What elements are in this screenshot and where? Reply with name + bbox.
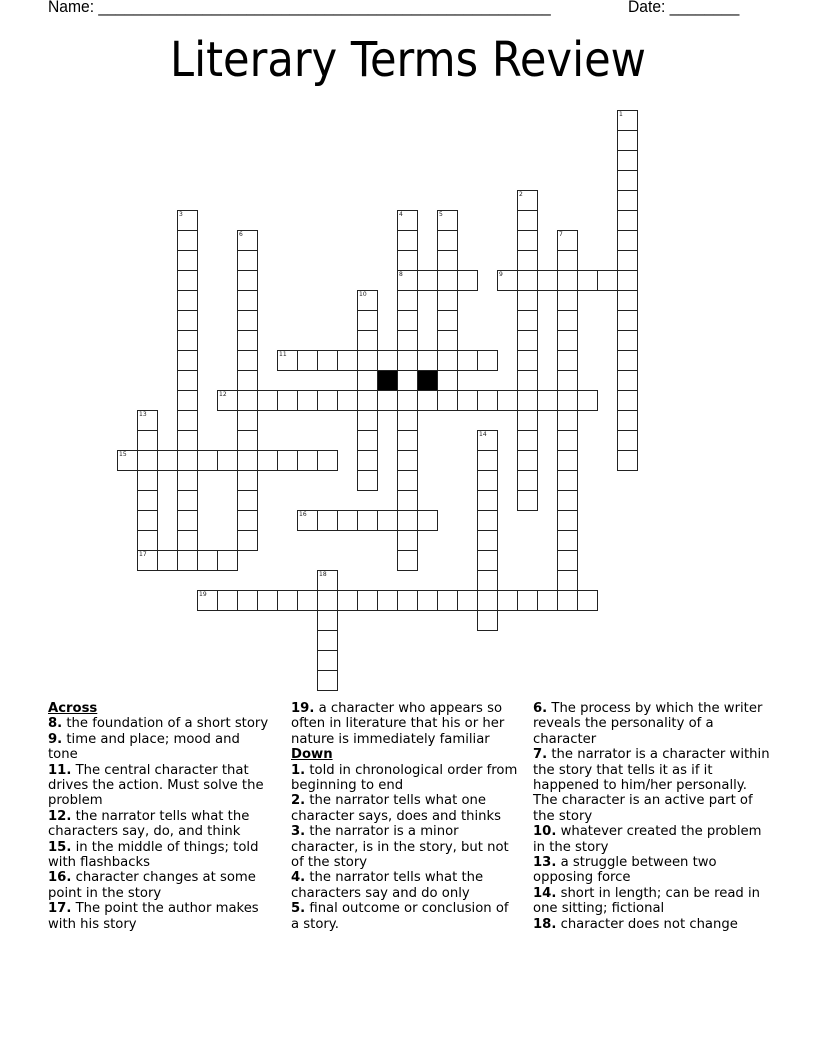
crossword-cell[interactable] bbox=[177, 350, 198, 371]
crossword-cell[interactable] bbox=[257, 390, 278, 411]
crossword-cell[interactable] bbox=[177, 510, 198, 531]
crossword-cell[interactable] bbox=[477, 450, 498, 471]
clue-number: 6. bbox=[533, 701, 548, 716]
clue-across-16 bbox=[48, 870, 273, 901]
crossword-cell[interactable] bbox=[397, 530, 418, 551]
crossword-cell[interactable] bbox=[257, 450, 278, 471]
clue-number: 11. bbox=[48, 762, 72, 778]
crossword-cell[interactable] bbox=[297, 450, 318, 471]
crossword-cell[interactable] bbox=[137, 450, 158, 471]
crossword-cell[interactable] bbox=[317, 610, 338, 631]
clue-number: 17. bbox=[48, 901, 72, 917]
crossword-cell[interactable] bbox=[357, 310, 378, 331]
crossword-cell[interactable] bbox=[517, 310, 538, 331]
crossword-cell[interactable] bbox=[397, 590, 418, 611]
clue-text: time and place; mood and tone bbox=[48, 731, 240, 763]
clue-number: 8. bbox=[48, 716, 63, 732]
clue-number: 1. bbox=[291, 762, 306, 778]
crossword-cell[interactable] bbox=[137, 430, 158, 451]
crossword-cell[interactable] bbox=[177, 470, 198, 491]
clue-text: a struggle between two opposing force bbox=[533, 855, 717, 886]
crossword-cell[interactable] bbox=[177, 410, 198, 431]
crossword-cell[interactable] bbox=[357, 510, 378, 531]
crossword-cell[interactable] bbox=[437, 230, 458, 251]
crossword-cell[interactable] bbox=[177, 290, 198, 311]
crossword-cell[interactable] bbox=[197, 450, 218, 471]
crossword-cell[interactable] bbox=[397, 410, 418, 431]
crossword-cell[interactable] bbox=[237, 430, 258, 451]
crossword-cell[interactable] bbox=[397, 250, 418, 271]
clue-across-11 bbox=[48, 763, 273, 809]
crossword-cell[interactable] bbox=[517, 250, 538, 271]
clue-number: 10. bbox=[533, 824, 557, 840]
crossword-cell[interactable] bbox=[317, 450, 338, 471]
crossword-cell[interactable] bbox=[397, 450, 418, 471]
crossword-cell[interactable] bbox=[357, 410, 378, 431]
clue-across-12 bbox=[48, 809, 273, 840]
crossword-cell[interactable] bbox=[357, 590, 378, 611]
clue-text: the narrator tells what one character says, does and thinks bbox=[291, 793, 502, 824]
crossword-cell[interactable] bbox=[237, 310, 258, 331]
clue-number-label: 19 bbox=[199, 591, 207, 598]
crossword-cell[interactable] bbox=[497, 270, 518, 291]
date-field[interactable]: Date: ________ bbox=[628, 0, 740, 16]
crossword-cell[interactable] bbox=[237, 330, 258, 351]
crossword-cell[interactable] bbox=[537, 270, 558, 291]
crossword-cell[interactable] bbox=[417, 390, 438, 411]
crossword-cell[interactable] bbox=[177, 550, 198, 571]
crossword-cell[interactable] bbox=[617, 150, 638, 171]
clue-text: the narrator is a minor character, is in the story, but not of the story bbox=[291, 824, 509, 871]
crossword-cell[interactable] bbox=[237, 410, 258, 431]
crossword-cell[interactable] bbox=[477, 610, 498, 631]
clue-number-label: 3 bbox=[179, 211, 183, 218]
clue-number: 5. bbox=[291, 901, 306, 917]
black-square bbox=[377, 370, 398, 391]
crossword-cell[interactable] bbox=[137, 470, 158, 491]
crossword-cell[interactable] bbox=[557, 370, 578, 391]
crossword-grid bbox=[117, 110, 657, 710]
crossword-cell[interactable] bbox=[237, 370, 258, 391]
clue-number-label: 13 bbox=[139, 411, 147, 418]
crossword-cell[interactable] bbox=[297, 390, 318, 411]
crossword-cell[interactable] bbox=[557, 530, 578, 551]
crossword-cell[interactable] bbox=[477, 510, 498, 531]
crossword-cell[interactable] bbox=[517, 590, 538, 611]
clue-down-3 bbox=[291, 824, 519, 870]
crossword-cell[interactable] bbox=[117, 450, 138, 471]
crossword-cell[interactable] bbox=[497, 590, 518, 611]
clue-number-label: 17 bbox=[139, 551, 147, 558]
crossword-cell[interactable] bbox=[517, 390, 538, 411]
crossword-cell[interactable] bbox=[237, 390, 258, 411]
crossword-cell[interactable] bbox=[177, 230, 198, 251]
crossword-cell[interactable] bbox=[517, 210, 538, 231]
crossword-cell[interactable] bbox=[557, 490, 578, 511]
crossword-cell[interactable] bbox=[397, 230, 418, 251]
crossword-cell[interactable] bbox=[617, 410, 638, 431]
crossword-cell[interactable] bbox=[377, 350, 398, 371]
clue-number-label: 16 bbox=[299, 511, 307, 518]
clue-number: 2. bbox=[291, 793, 306, 809]
crossword-cell[interactable] bbox=[517, 370, 538, 391]
crossword-cell[interactable] bbox=[437, 250, 458, 271]
crossword-cell[interactable] bbox=[517, 430, 538, 451]
crossword-cell[interactable] bbox=[217, 590, 238, 611]
crossword-cell[interactable] bbox=[477, 490, 498, 511]
crossword-cell[interactable] bbox=[277, 450, 298, 471]
crossword-cell[interactable] bbox=[437, 310, 458, 331]
crossword-cell[interactable] bbox=[557, 330, 578, 351]
crossword-cell[interactable] bbox=[617, 430, 638, 451]
crossword-cell[interactable] bbox=[397, 510, 418, 531]
crossword-cell[interactable] bbox=[417, 590, 438, 611]
crossword-cell[interactable] bbox=[577, 270, 598, 291]
crossword-cell[interactable] bbox=[397, 390, 418, 411]
across-heading: Across bbox=[48, 701, 98, 716]
crossword-cell[interactable] bbox=[617, 310, 638, 331]
crossword-cell[interactable] bbox=[557, 510, 578, 531]
crossword-cell[interactable] bbox=[237, 530, 258, 551]
clue-number: 9. bbox=[48, 731, 63, 747]
crossword-cell[interactable] bbox=[477, 570, 498, 591]
crossword-cell[interactable] bbox=[377, 590, 398, 611]
crossword-cell[interactable] bbox=[137, 490, 158, 511]
crossword-cell[interactable] bbox=[477, 590, 498, 611]
crossword-cell[interactable] bbox=[297, 510, 318, 531]
crossword-cell[interactable] bbox=[277, 590, 298, 611]
clue-text: the narrator tells what the characters say and do only bbox=[291, 870, 484, 901]
clue-text: The process by which the writer reveals the personality of a character bbox=[533, 701, 763, 747]
clue-down-18 bbox=[533, 917, 771, 932]
crossword-cell[interactable] bbox=[237, 270, 258, 291]
clue-number-label: 12 bbox=[219, 391, 227, 398]
crossword-cell[interactable] bbox=[557, 270, 578, 291]
crossword-cell[interactable] bbox=[617, 390, 638, 411]
clue-number: 4. bbox=[291, 870, 306, 886]
crossword-cell[interactable] bbox=[297, 590, 318, 611]
crossword-cell[interactable] bbox=[437, 590, 458, 611]
crossword-cell[interactable] bbox=[337, 350, 358, 371]
crossword-cell[interactable] bbox=[397, 470, 418, 491]
crossword-cell[interactable] bbox=[237, 490, 258, 511]
clue-text: character does not change bbox=[560, 916, 738, 932]
crossword-cell[interactable] bbox=[237, 250, 258, 271]
clue-text: in the middle of things; told with flashbacks bbox=[48, 839, 259, 871]
crossword-cell[interactable] bbox=[457, 590, 478, 611]
crossword-cell[interactable] bbox=[297, 350, 318, 371]
crossword-cell[interactable] bbox=[237, 510, 258, 531]
crossword-cell[interactable] bbox=[437, 210, 458, 231]
crossword-cell[interactable] bbox=[517, 330, 538, 351]
down-heading: Down bbox=[291, 747, 333, 763]
clue-number-label: 14 bbox=[479, 431, 487, 438]
page-title: Literary Terms Review bbox=[170, 32, 646, 88]
crossword-cell[interactable] bbox=[557, 350, 578, 371]
crossword-cell[interactable] bbox=[557, 390, 578, 411]
crossword-cell[interactable] bbox=[517, 490, 538, 511]
crossword-cell[interactable] bbox=[397, 430, 418, 451]
crossword-cell[interactable] bbox=[517, 450, 538, 471]
crossword-cell[interactable] bbox=[177, 430, 198, 451]
crossword-cell[interactable] bbox=[417, 350, 438, 371]
clue-down-10 bbox=[533, 824, 771, 855]
clue-text: the narrator tells what the characters say, do, and think bbox=[48, 808, 250, 840]
crossword-cell[interactable] bbox=[217, 390, 238, 411]
crossword-cell[interactable] bbox=[437, 390, 458, 411]
clue-across-8 bbox=[48, 716, 273, 731]
crossword-cell[interactable] bbox=[557, 410, 578, 431]
clue-number-label: 9 bbox=[499, 271, 503, 278]
crossword-cell[interactable] bbox=[237, 290, 258, 311]
crossword-cell[interactable] bbox=[177, 450, 198, 471]
clue-number-label: 5 bbox=[439, 211, 443, 218]
crossword-cell[interactable] bbox=[397, 330, 418, 351]
crossword-cell[interactable] bbox=[317, 390, 338, 411]
crossword-cell[interactable] bbox=[237, 450, 258, 471]
crossword-cell[interactable] bbox=[277, 390, 298, 411]
crossword-cell[interactable] bbox=[617, 230, 638, 251]
clue-number-label: 8 bbox=[399, 271, 403, 278]
crossword-cell[interactable] bbox=[357, 330, 378, 351]
crossword-cell[interactable] bbox=[437, 350, 458, 371]
clue-number-label: 4 bbox=[399, 211, 403, 218]
clue-number-label: 18 bbox=[319, 571, 327, 578]
clues-column-2 bbox=[291, 701, 519, 932]
crossword-cell[interactable] bbox=[617, 290, 638, 311]
clue-across-15 bbox=[48, 840, 273, 871]
crossword-cell[interactable] bbox=[557, 230, 578, 251]
clue-text: a character who appears so often in literature that his or her nature is immediately familiar bbox=[291, 701, 505, 747]
clue-down-13 bbox=[533, 855, 771, 886]
crossword-cell[interactable] bbox=[177, 530, 198, 551]
crossword-cell[interactable] bbox=[557, 570, 578, 591]
crossword-cell[interactable] bbox=[337, 390, 358, 411]
crossword-cell[interactable] bbox=[477, 390, 498, 411]
crossword-cell[interactable] bbox=[217, 550, 238, 571]
black-square bbox=[417, 370, 438, 391]
clue-down-6 bbox=[533, 701, 771, 747]
clue-number-label: 7 bbox=[559, 231, 563, 238]
crossword-cell[interactable] bbox=[317, 670, 338, 691]
clue-number: 7. bbox=[533, 747, 548, 763]
crossword-cell[interactable] bbox=[477, 470, 498, 491]
crossword-cell[interactable] bbox=[237, 470, 258, 491]
clue-text: The point the author makes with his story bbox=[48, 901, 259, 932]
crossword-cell[interactable] bbox=[457, 350, 478, 371]
crossword-cell[interactable] bbox=[177, 390, 198, 411]
crossword-cell[interactable] bbox=[417, 510, 438, 531]
crossword-cell[interactable] bbox=[617, 210, 638, 231]
crossword-cell[interactable] bbox=[617, 170, 638, 191]
crossword-cell[interactable] bbox=[557, 250, 578, 271]
clue-number: 13. bbox=[533, 855, 557, 871]
crossword-cell[interactable] bbox=[257, 590, 278, 611]
crossword-cell[interactable] bbox=[477, 350, 498, 371]
clue-number-label: 2 bbox=[519, 191, 523, 198]
crossword-cell[interactable] bbox=[377, 510, 398, 531]
crossword-cell[interactable] bbox=[577, 390, 598, 411]
crossword-cell[interactable] bbox=[517, 270, 538, 291]
crossword-cell[interactable] bbox=[177, 270, 198, 291]
crossword-cell[interactable] bbox=[237, 590, 258, 611]
crossword-cell[interactable] bbox=[397, 350, 418, 371]
crossword-cell[interactable] bbox=[497, 390, 518, 411]
clue-number: 14. bbox=[533, 885, 557, 901]
crossword-cell[interactable] bbox=[177, 250, 198, 271]
crossword-cell[interactable] bbox=[557, 550, 578, 571]
crossword-cell[interactable] bbox=[237, 350, 258, 371]
clue-text: whatever created the problem in the story bbox=[533, 824, 762, 855]
crossword-cell[interactable] bbox=[177, 490, 198, 511]
crossword-cell[interactable] bbox=[357, 390, 378, 411]
crossword-cell[interactable] bbox=[617, 190, 638, 211]
crossword-cell[interactable] bbox=[577, 590, 598, 611]
crossword-cell[interactable] bbox=[517, 190, 538, 211]
crossword-cell[interactable] bbox=[377, 390, 398, 411]
clue-down-5 bbox=[291, 901, 519, 932]
clue-down-7 bbox=[533, 747, 771, 824]
crossword-cell[interactable] bbox=[597, 270, 618, 291]
crossword-cell[interactable] bbox=[477, 430, 498, 451]
clue-down-14 bbox=[533, 886, 771, 917]
clue-number-label: 11 bbox=[279, 351, 287, 358]
crossword-cell[interactable] bbox=[197, 590, 218, 611]
crossword-cell[interactable] bbox=[157, 550, 178, 571]
crossword-cell[interactable] bbox=[397, 550, 418, 571]
crossword-cell[interactable] bbox=[617, 250, 638, 271]
crossword-cell[interactable] bbox=[317, 510, 338, 531]
crossword-cell[interactable] bbox=[517, 470, 538, 491]
crossword-cell[interactable] bbox=[537, 590, 558, 611]
crossword-cell[interactable] bbox=[517, 410, 538, 431]
crossword-cell[interactable] bbox=[557, 470, 578, 491]
clue-number: 12. bbox=[48, 808, 72, 824]
crossword-cell[interactable] bbox=[397, 310, 418, 331]
crossword-cell[interactable] bbox=[617, 330, 638, 351]
crossword-cell[interactable] bbox=[417, 270, 438, 291]
crossword-cell[interactable] bbox=[357, 290, 378, 311]
crossword-cell[interactable] bbox=[317, 570, 338, 591]
crossword-cell[interactable] bbox=[537, 390, 558, 411]
crossword-cell[interactable] bbox=[197, 550, 218, 571]
clue-across-9 bbox=[48, 732, 273, 763]
clue-down-1 bbox=[291, 763, 519, 794]
clue-down-4 bbox=[291, 870, 519, 901]
crossword-cell[interactable] bbox=[397, 290, 418, 311]
clue-across-17 bbox=[48, 901, 273, 932]
crossword-cell[interactable] bbox=[557, 290, 578, 311]
crossword-cell[interactable] bbox=[317, 650, 338, 671]
crossword-cell[interactable] bbox=[437, 330, 458, 351]
crossword-cell[interactable] bbox=[137, 410, 158, 431]
crossword-cell[interactable] bbox=[477, 550, 498, 571]
crossword-cell[interactable] bbox=[217, 450, 238, 471]
crossword-cell[interactable] bbox=[357, 370, 378, 391]
crossword-cell[interactable] bbox=[397, 490, 418, 511]
crossword-cell[interactable] bbox=[157, 450, 178, 471]
clue-number-label: 1 bbox=[619, 111, 623, 118]
crossword-cell[interactable] bbox=[517, 230, 538, 251]
crossword-cell[interactable] bbox=[137, 510, 158, 531]
crossword-cell[interactable] bbox=[137, 550, 158, 571]
clue-across-19 bbox=[291, 701, 519, 747]
crossword-cell[interactable] bbox=[557, 450, 578, 471]
crossword-cell[interactable] bbox=[457, 270, 478, 291]
crossword-cell[interactable] bbox=[557, 430, 578, 451]
crossword-cell[interactable] bbox=[437, 370, 458, 391]
clue-number: 16. bbox=[48, 870, 72, 886]
crossword-cell[interactable] bbox=[397, 210, 418, 231]
clue-text: final outcome or conclusion of a story. bbox=[291, 901, 509, 932]
crossword-cell[interactable] bbox=[357, 430, 378, 451]
name-field[interactable]: Name: ____________________________________________________ bbox=[48, 0, 551, 16]
crossword-cell[interactable] bbox=[557, 310, 578, 331]
crossword-cell[interactable] bbox=[177, 210, 198, 231]
crossword-cell[interactable] bbox=[617, 350, 638, 371]
crossword-cell[interactable] bbox=[177, 310, 198, 331]
clue-number-label: 10 bbox=[359, 291, 367, 298]
clue-text: told in chronological order from beginning to end bbox=[291, 762, 518, 794]
crossword-cell[interactable] bbox=[457, 390, 478, 411]
crossword-cell[interactable] bbox=[317, 350, 338, 371]
crossword-cell[interactable] bbox=[177, 370, 198, 391]
clue-number: 15. bbox=[48, 839, 72, 855]
crossword-cell[interactable] bbox=[317, 590, 338, 611]
clue-number: 19. bbox=[291, 701, 315, 716]
crossword-cell[interactable] bbox=[357, 350, 378, 371]
crossword-cell[interactable] bbox=[437, 290, 458, 311]
crossword-cell[interactable] bbox=[617, 270, 638, 291]
clue-text: the foundation of a short story bbox=[66, 716, 269, 732]
crossword-cell[interactable] bbox=[277, 350, 298, 371]
clue-number-label: 15 bbox=[119, 451, 127, 458]
clue-number: 18. bbox=[533, 916, 557, 932]
crossword-cell[interactable] bbox=[137, 530, 158, 551]
crossword-cell[interactable] bbox=[357, 450, 378, 471]
crossword-cell[interactable] bbox=[317, 630, 338, 651]
crossword-cell[interactable] bbox=[517, 350, 538, 371]
clues-column-3 bbox=[533, 701, 771, 932]
clue-down-2 bbox=[291, 793, 519, 824]
clue-text: short in length; can be read in one sitting; fictional bbox=[533, 885, 761, 917]
crossword-cell[interactable] bbox=[557, 590, 578, 611]
clue-text: character changes at some point in the story bbox=[48, 870, 256, 901]
crossword-cell[interactable] bbox=[357, 470, 378, 491]
crossword-cell[interactable] bbox=[437, 270, 458, 291]
crossword-cell[interactable] bbox=[617, 130, 638, 151]
clue-number-label: 6 bbox=[239, 231, 243, 238]
clue-text: The central character that drives the action. Must solve the problem bbox=[48, 762, 264, 809]
crossword-cell[interactable] bbox=[477, 530, 498, 551]
crossword-cell[interactable] bbox=[617, 370, 638, 391]
clue-number: 3. bbox=[291, 824, 306, 840]
crossword-cell[interactable] bbox=[517, 290, 538, 311]
crossword-cell[interactable] bbox=[337, 510, 358, 531]
crossword-cell[interactable] bbox=[617, 450, 638, 471]
crossword-cell[interactable] bbox=[337, 590, 358, 611]
crossword-cell[interactable] bbox=[177, 330, 198, 351]
crossword-cell[interactable] bbox=[397, 270, 418, 291]
clue-text: the narrator is a character within the story that tells it as if it happened to him/her personally. The character is an active part of the story bbox=[533, 747, 770, 824]
clues-column-1 bbox=[48, 701, 273, 932]
crossword-cell[interactable] bbox=[237, 230, 258, 251]
crossword-cell[interactable] bbox=[397, 370, 418, 391]
crossword-cell[interactable] bbox=[617, 110, 638, 131]
